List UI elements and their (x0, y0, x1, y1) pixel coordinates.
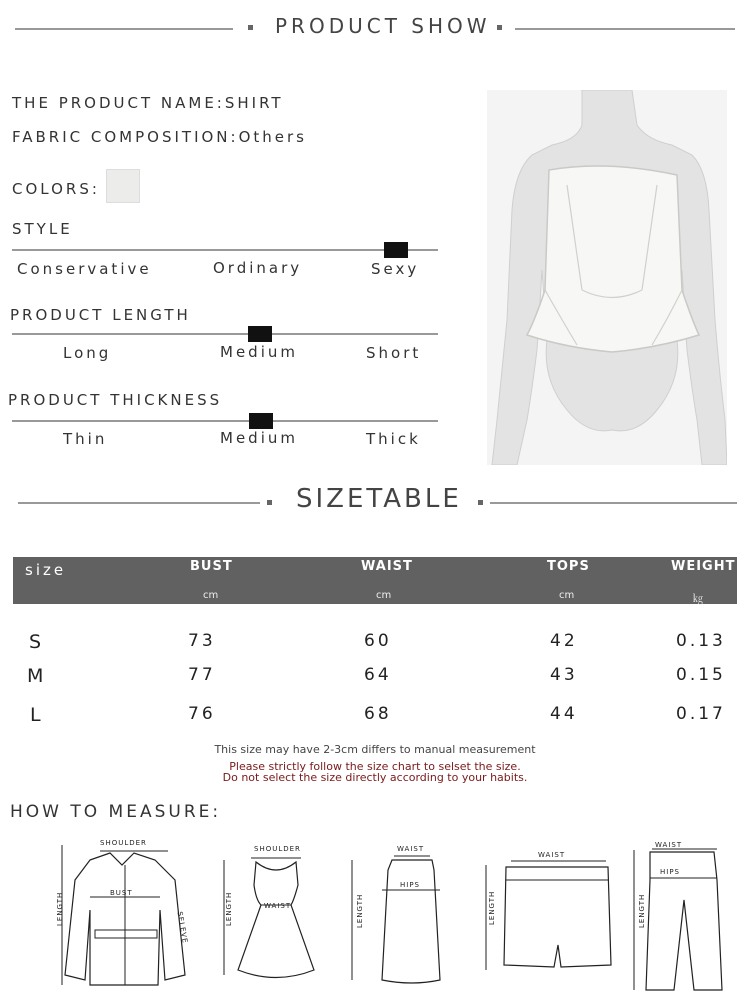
product-show-rule-left (15, 28, 233, 30)
style-slider-track (12, 249, 438, 251)
jacket-measure-diagram (50, 835, 200, 995)
row-s-tops: 42 (550, 631, 578, 651)
jacket-length-label: LENGTH (56, 891, 64, 926)
style-option-ordinary: Ordinary (213, 259, 303, 277)
product-show-rule-right (515, 28, 735, 30)
length-slider-track (12, 333, 438, 335)
length-option-medium: Medium (220, 343, 298, 361)
row-m-weight: 0.15 (676, 665, 726, 685)
dress-shoulder-label: SHOULDER (254, 845, 301, 853)
unit-bust: cm (203, 590, 219, 601)
color-swatch[interactable] (106, 169, 140, 203)
product-show-title: PRODUCT SHOW (275, 14, 491, 38)
row-l-size: L (30, 704, 44, 726)
how-to-measure-title: HOW TO MEASURE: (10, 802, 222, 822)
colors-label: COLORS: (12, 180, 100, 198)
shorts-length-label: LENGTH (488, 890, 496, 925)
row-m-waist: 64 (364, 665, 392, 685)
pants-waist-label: WAIST (655, 841, 683, 849)
row-s-weight: 0.13 (676, 631, 726, 651)
row-s-size: S (29, 631, 45, 653)
style-slider-marker[interactable] (384, 242, 408, 258)
dress-waist-label: WAIST (264, 902, 292, 910)
length-option-long: Long (63, 344, 112, 362)
row-l-bust: 76 (188, 704, 216, 724)
size-note-habits: Do not select the size directly according to your habits. (222, 771, 528, 784)
skirt-measure-diagram (342, 840, 452, 990)
product-show-square-left (248, 25, 253, 30)
row-s-waist: 60 (364, 631, 392, 651)
style-option-sexy: Sexy (371, 260, 420, 278)
product-show-square-right (497, 25, 502, 30)
sizetable-rule-left (18, 502, 260, 504)
dress-measure-diagram (216, 840, 316, 990)
jacket-bust-label: BUST (110, 889, 133, 897)
length-title: PRODUCT LENGTH (10, 306, 191, 324)
row-m-tops: 43 (550, 665, 578, 685)
sizetable-square-left (267, 500, 272, 505)
thickness-title: PRODUCT THICKNESS (8, 391, 223, 409)
product-photo (487, 90, 727, 465)
thickness-option-thin: Thin (63, 430, 108, 448)
shorts-measure-diagram (476, 845, 616, 975)
product-name: THE PRODUCT NAME:SHIRT (12, 94, 284, 112)
header-size: size (25, 561, 67, 579)
sizetable-title: SIZETABLE (296, 484, 462, 514)
length-slider-marker[interactable] (248, 326, 272, 342)
pants-measure-diagram (622, 840, 732, 995)
style-title: STYLE (12, 220, 73, 238)
skirt-length-label: LENGTH (356, 893, 364, 928)
fabric-composition: FABRIC COMPOSITION:Others (12, 128, 307, 146)
thickness-option-medium: Medium (220, 429, 298, 447)
row-l-tops: 44 (550, 704, 578, 724)
unit-waist: cm (376, 590, 392, 601)
row-s-bust: 73 (188, 631, 216, 651)
header-waist: WAIST (361, 559, 413, 574)
row-m-bust: 77 (188, 665, 216, 685)
thickness-option-thick: Thick (366, 430, 421, 448)
unit-tops: cm (559, 590, 575, 601)
skirt-hips-label: HIPS (400, 881, 420, 889)
style-option-conservative: Conservative (17, 260, 152, 278)
skirt-waist-label: WAIST (397, 845, 425, 853)
sizetable-square-right (478, 500, 483, 505)
jacket-shoulder-label: SHOULDER (100, 839, 147, 847)
sizetable-rule-right (490, 502, 737, 504)
pants-hips-label: HIPS (660, 868, 680, 876)
row-l-weight: 0.17 (676, 704, 726, 724)
size-note-measurement: This size may have 2-3cm differs to manual measurement (214, 743, 536, 756)
thickness-slider-marker[interactable] (249, 413, 273, 429)
header-bust: BUST (190, 559, 233, 574)
row-l-waist: 68 (364, 704, 392, 724)
dress-length-label: LENGTH (225, 891, 233, 926)
shorts-waist-label: WAIST (538, 851, 566, 859)
length-option-short: Short (366, 344, 422, 362)
header-weight: WEIGHT (671, 559, 736, 574)
pants-length-label: LENGTH (638, 893, 646, 928)
jacket-sleeve-label: SELEVE (175, 911, 190, 945)
row-m-size: M (27, 665, 47, 687)
unit-weight: ㎏ (693, 594, 703, 605)
thickness-slider-track (12, 420, 438, 422)
size-note-follow-chart: Please strictly follow the size chart to selset the size. (229, 760, 521, 773)
header-tops: TOPS (547, 559, 590, 574)
